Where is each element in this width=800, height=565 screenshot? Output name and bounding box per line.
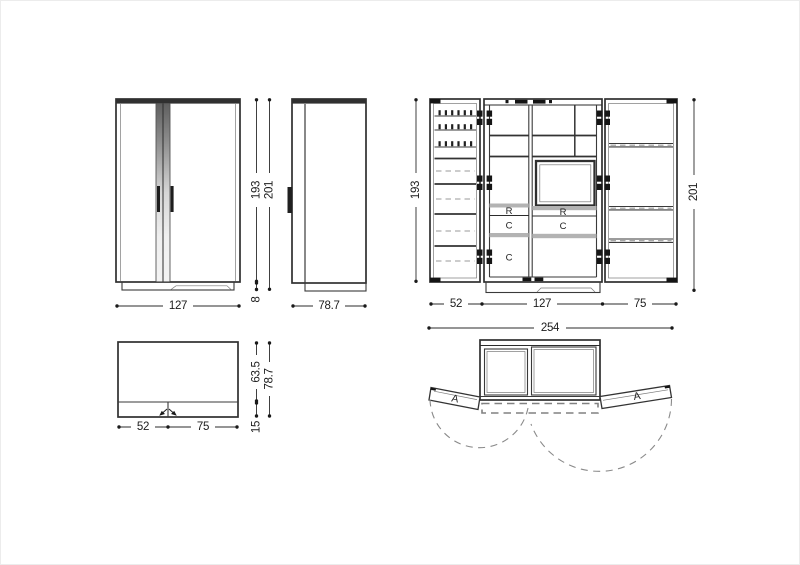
front-left-door-handle (157, 186, 160, 212)
dim-open-width: 254 (540, 322, 560, 334)
side-cabinet-body (292, 99, 366, 283)
dim-right-width: 75 (633, 298, 647, 310)
front-view (116, 99, 240, 290)
drawer-label: C (505, 252, 513, 264)
open-right-door-panel (605, 99, 678, 282)
side-door-handle (288, 187, 293, 213)
front-cabinet-body (116, 99, 240, 282)
mirror-box (536, 161, 595, 206)
front-right-door-handle (171, 186, 174, 212)
dim-front-width: 127 (168, 300, 188, 312)
dim-body-height: 193 (250, 180, 263, 200)
plan-view-closed (118, 342, 238, 417)
dim-left-width: 52 (449, 298, 463, 310)
dim-right-width: 75 (196, 421, 210, 433)
open-middle-cabinet (484, 99, 602, 293)
rail-label: R (559, 207, 567, 218)
dim-depth: 78.7 (318, 300, 340, 312)
door-label: A (450, 392, 460, 406)
front-top-band (116, 99, 240, 104)
dim-center-width: 127 (532, 298, 552, 310)
dim-left-width: 52 (136, 421, 150, 433)
open-view (430, 99, 677, 293)
dim-depth: 78.7 (263, 368, 276, 390)
dim-total-height: 201 (688, 182, 700, 202)
side-view (288, 99, 367, 291)
dim-door-depth: 15 (250, 420, 263, 434)
door-label: A (632, 390, 642, 403)
plan-body (118, 342, 238, 417)
drawer-label: C (559, 221, 567, 232)
open-left-door-panel (430, 99, 483, 282)
drawer-label: C (505, 220, 513, 232)
dim-base-height: 8 (250, 296, 263, 303)
dim-body-depth: 63.5 (250, 361, 263, 383)
side-top-band (292, 99, 366, 104)
dim-body-height: 193 (410, 180, 422, 200)
rail-label: R (505, 206, 513, 217)
dim-total-height: 201 (263, 180, 276, 200)
